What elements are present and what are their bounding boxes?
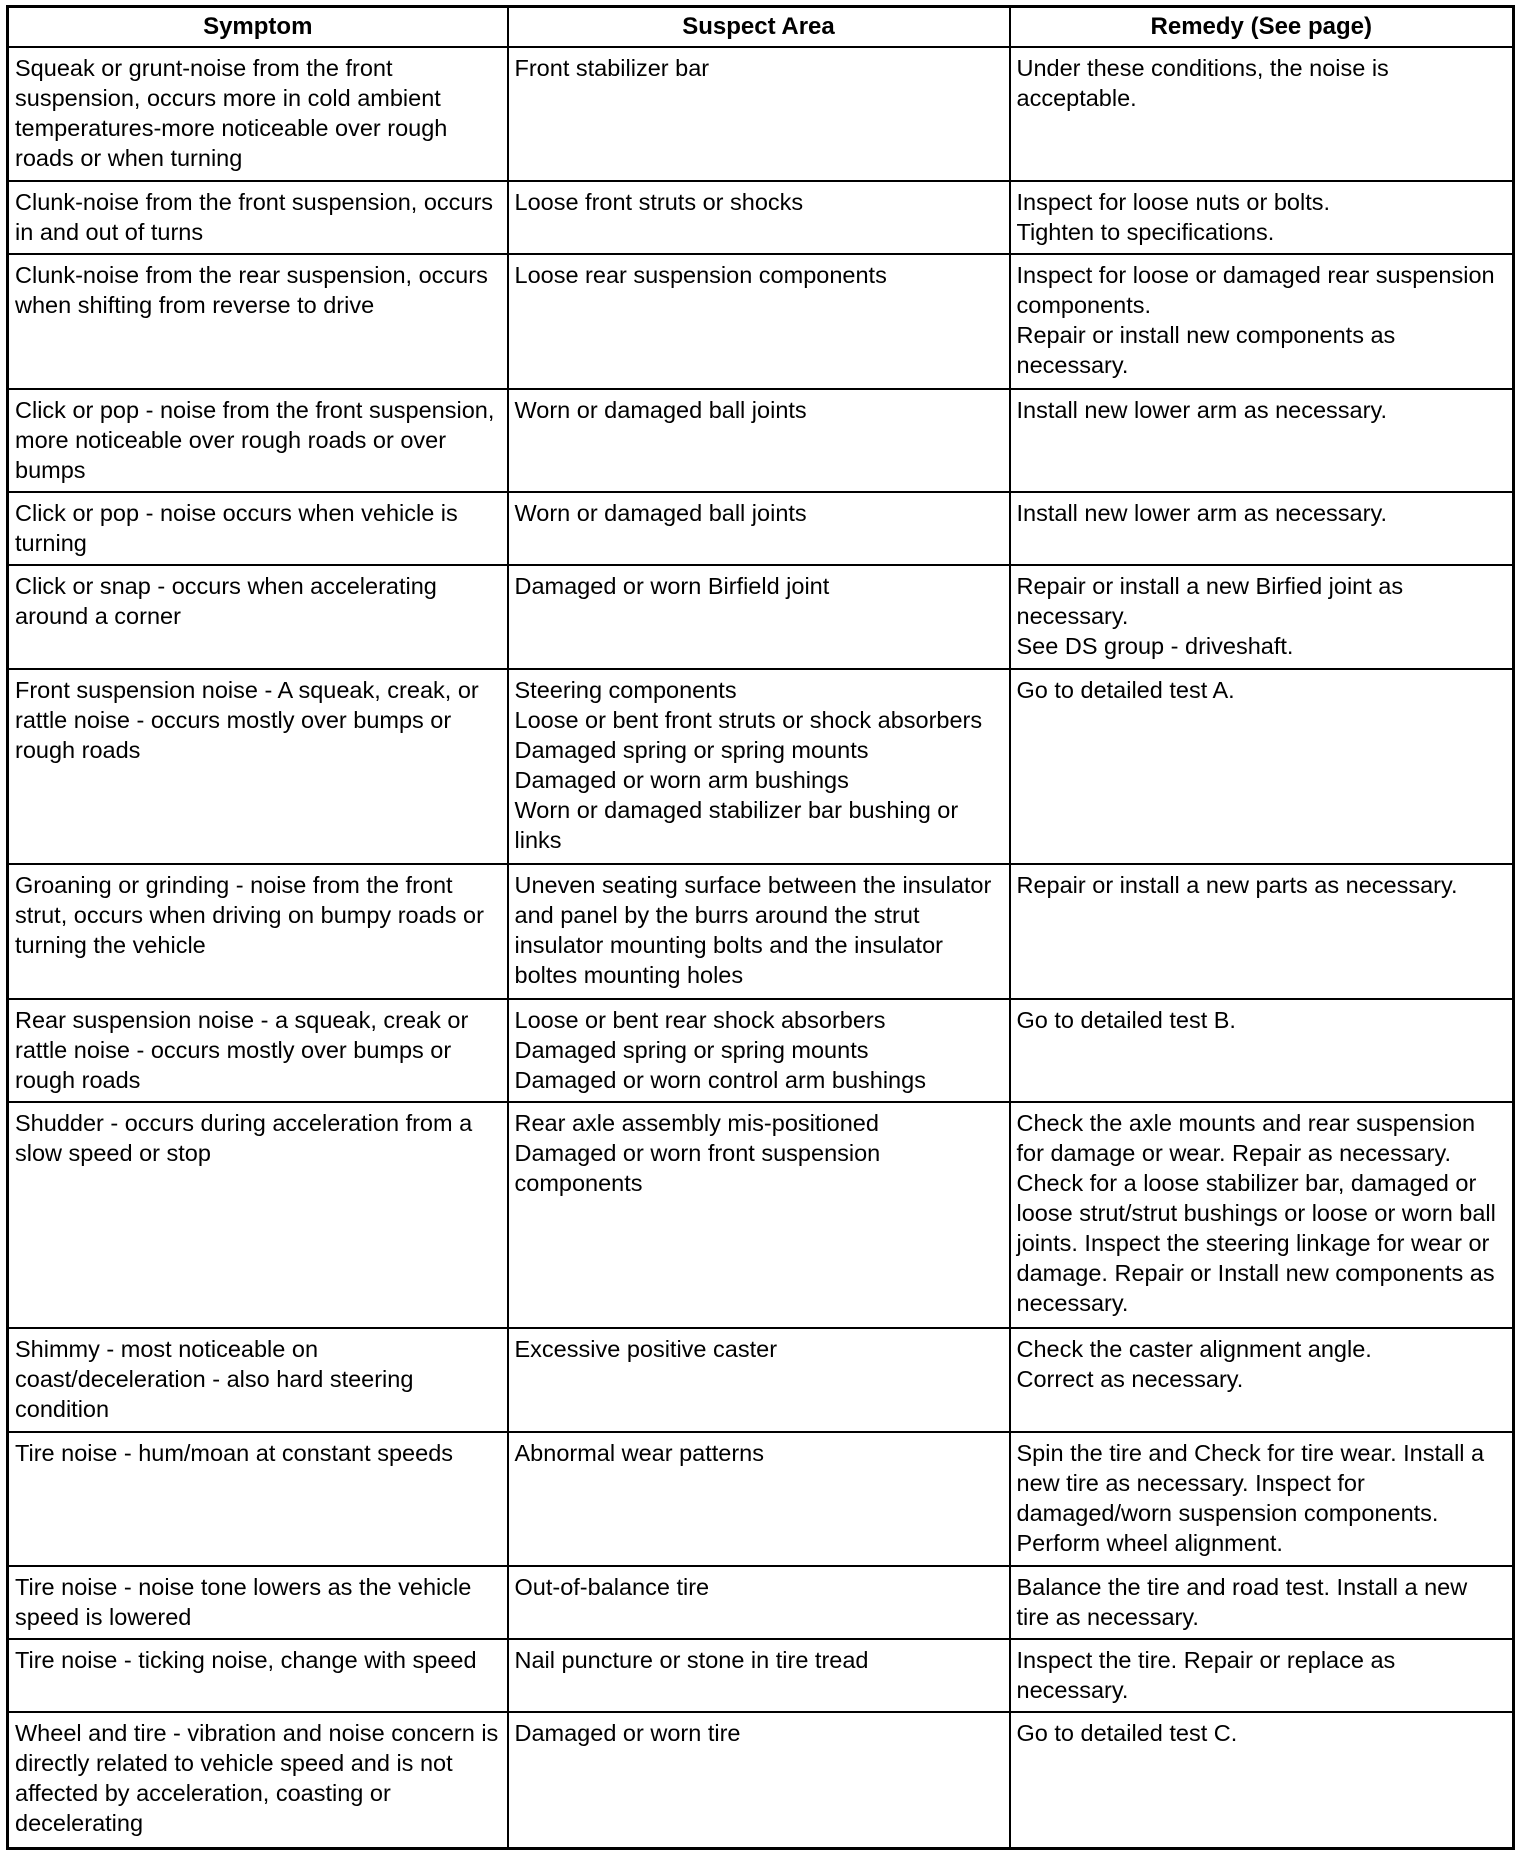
table-row: [8, 492, 1514, 565]
remedy-cell: Inspect for loose or damaged rear suspension components. Repair or install new components as necessary.: [1010, 254, 1514, 388]
table-row: [8, 1566, 1514, 1639]
suspect-area-cell: Excessive positive caster: [508, 1328, 1010, 1432]
remedy-cell: Spin the tire and Check for tire wear. Install a new tire as necessary. Inspect for damaged/worn suspension components. Perform wheel alignment.: [1010, 1432, 1514, 1566]
remedy-cell: Inspect for loose nuts or bolts. Tighten to specifications.: [1010, 181, 1514, 254]
table-row: [8, 181, 1514, 254]
remedy-cell: Check the caster alignment angle. Correct as necessary.: [1010, 1328, 1514, 1432]
diagnosis-table: [6, 5, 1515, 1850]
suspect-area-cell: Abnormal wear patterns: [508, 1432, 1010, 1566]
header-symptom: Symptom: [8, 7, 508, 48]
table-row: [8, 1328, 1514, 1432]
symptom-cell: Tire noise - hum/moan at constant speeds: [8, 1432, 508, 1566]
table-row: [8, 669, 1514, 864]
remedy-cell: Install new lower arm as necessary.: [1010, 389, 1514, 493]
symptom-cell: Click or snap - occurs when accelerating around a corner: [8, 565, 508, 669]
remedy-cell: Balance the tire and road test. Install a new tire as necessary.: [1010, 1566, 1514, 1639]
table-row: [8, 999, 1514, 1103]
remedy-cell: Repair or install a new Birfied joint as necessary. See DS group - driveshaft.: [1010, 565, 1514, 669]
header-suspect-area: Suspect Area: [508, 7, 1010, 48]
suspect-area-cell: Uneven seating surface between the insulator and panel by the burrs around the strut insulator mounting bolts and the insulator boltes mounting holes: [508, 864, 1010, 998]
remedy-cell: Repair or install a new parts as necessary.: [1010, 864, 1514, 998]
table-row: [8, 565, 1514, 669]
suspect-area-cell: Worn or damaged ball joints: [508, 492, 1010, 565]
remedy-cell: Go to detailed test C.: [1010, 1712, 1514, 1848]
remedy-cell: Install new lower arm as necessary.: [1010, 492, 1514, 565]
suspect-area-cell: Loose rear suspension components: [508, 254, 1010, 388]
suspect-area-cell: Steering components Loose or bent front struts or shock absorbers Damaged spring or spring mounts Damaged or worn arm bushings Worn or damaged stabilizer bar bushing or links: [508, 669, 1010, 864]
suspect-area-cell: Damaged or worn tire: [508, 1712, 1010, 1848]
table-row: [8, 254, 1514, 388]
suspect-area-cell: Out-of-balance tire: [508, 1566, 1010, 1639]
remedy-cell: Check the axle mounts and rear suspension for damage or wear. Repair as necessary. Check for a loose stabilizer bar, damaged or loose strut/strut bushings or loose or worn ball joints. Inspect the steering linkage for wear or damage. Repair or Install new components as necessary.: [1010, 1102, 1514, 1328]
table-row: [8, 1639, 1514, 1712]
symptom-cell: Squeak or grunt-noise from the front suspension, occurs more in cold ambient temperatures-more noticeable over rough roads or when turning: [8, 47, 508, 181]
symptom-cell: Front suspension noise - A squeak, creak, or rattle noise - occurs mostly over bumps or rough roads: [8, 669, 508, 864]
table-row: [8, 1102, 1514, 1328]
table-row: [8, 864, 1514, 998]
table-row: [8, 389, 1514, 493]
remedy-cell: Under these conditions, the noise is acceptable.: [1010, 47, 1514, 181]
header-row: [8, 7, 1514, 48]
symptom-cell: Groaning or grinding - noise from the front strut, occurs when driving on bumpy roads or turning the vehicle: [8, 864, 508, 998]
suspect-area-cell: Front stabilizer bar: [508, 47, 1010, 181]
suspect-area-cell: Damaged or worn Birfield joint: [508, 565, 1010, 669]
table-row: [8, 1712, 1514, 1848]
suspect-area-cell: Loose or bent rear shock absorbers Damaged spring or spring mounts Damaged or worn control arm bushings: [508, 999, 1010, 1103]
table-header: [8, 7, 1514, 48]
symptom-cell: Clunk-noise from the front suspension, occurs in and out of turns: [8, 181, 508, 254]
suspect-area-cell: Worn or damaged ball joints: [508, 389, 1010, 493]
symptom-cell: Tire noise - ticking noise, change with speed: [8, 1639, 508, 1712]
symptom-cell: Wheel and tire - vibration and noise concern is directly related to vehicle speed and is not affected by acceleration, coasting or decelerating: [8, 1712, 508, 1848]
suspect-area-cell: Loose front struts or shocks: [508, 181, 1010, 254]
remedy-cell: Go to detailed test B.: [1010, 999, 1514, 1103]
symptom-cell: Click or pop - noise occurs when vehicle is turning: [8, 492, 508, 565]
remedy-cell: Inspect the tire. Repair or replace as necessary.: [1010, 1639, 1514, 1712]
symptom-cell: Shudder - occurs during acceleration from a slow speed or stop: [8, 1102, 508, 1328]
remedy-cell: Go to detailed test A.: [1010, 669, 1514, 864]
symptom-cell: Click or pop - noise from the front suspension, more noticeable over rough roads or over bumps: [8, 389, 508, 493]
header-remedy: Remedy (See page): [1010, 7, 1514, 48]
symptom-cell: Shimmy - most noticeable on coast/deceleration - also hard steering condition: [8, 1328, 508, 1432]
table-row: [8, 1432, 1514, 1566]
table-row: [8, 47, 1514, 181]
suspect-area-cell: Rear axle assembly mis-positioned Damaged or worn front suspension components: [508, 1102, 1010, 1328]
symptom-cell: Tire noise - noise tone lowers as the vehicle speed is lowered: [8, 1566, 508, 1639]
symptom-cell: Clunk-noise from the rear suspension, occurs when shifting from reverse to drive: [8, 254, 508, 388]
table-body: [8, 47, 1514, 1849]
suspect-area-cell: Nail puncture or stone in tire tread: [508, 1639, 1010, 1712]
symptom-cell: Rear suspension noise - a squeak, creak or rattle noise - occurs mostly over bumps or rough roads: [8, 999, 508, 1103]
